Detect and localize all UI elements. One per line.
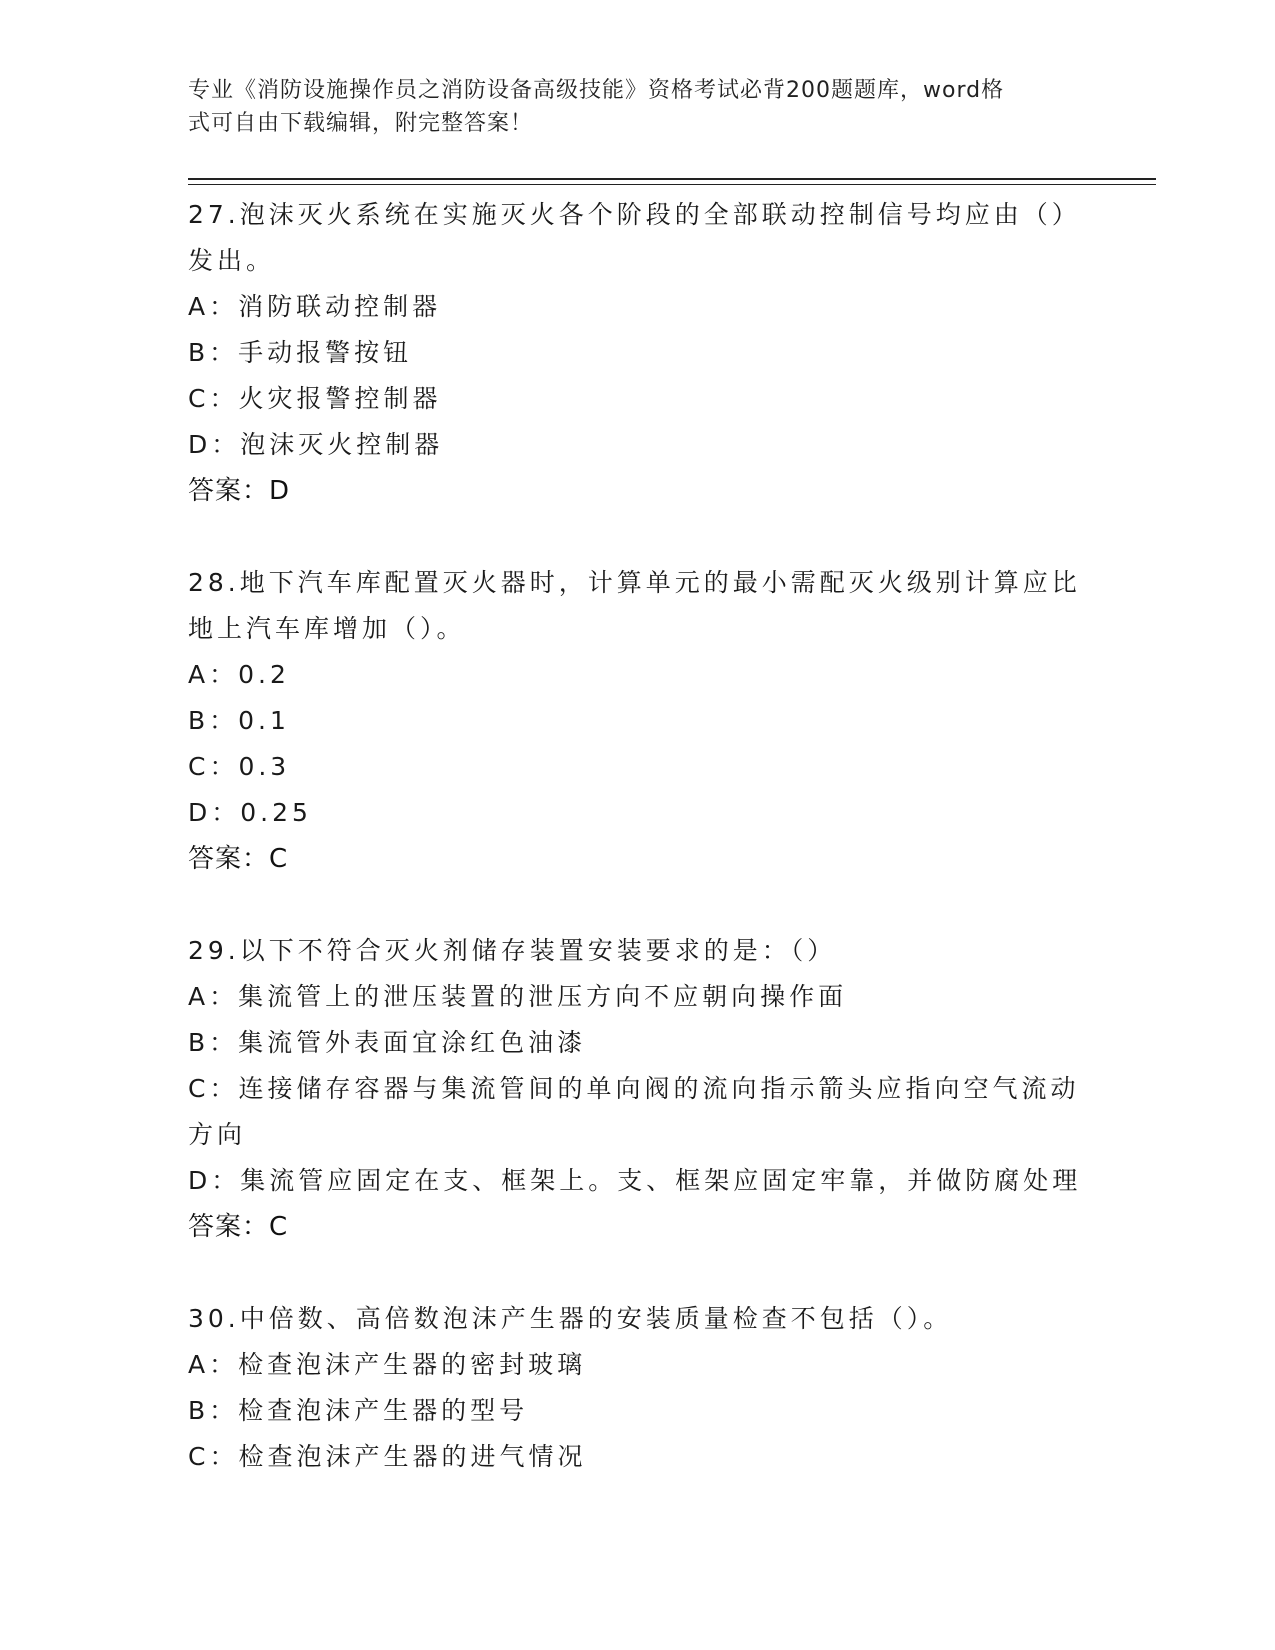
question-list	[188, 192, 1088, 1526]
option-b: B：手动报警按钮	[188, 338, 413, 367]
option-c-continued: 方向	[188, 1120, 247, 1149]
question-stem: 27.泡沫灭火系统在实施灭火各个阶段的全部联动控制信号均应由（）	[188, 200, 1081, 229]
option-c: C：连接储存容器与集流管间的单向阀的流向指示箭头应指向空气流动	[188, 1074, 1080, 1103]
option-d: D：集流管应固定在支、框架上。支、框架应固定牢靠，并做防腐处理	[188, 1166, 1082, 1195]
option-b: B：集流管外表面宜涂红色油漆	[188, 1028, 587, 1057]
option-a: A：检查泡沫产生器的密封玻璃	[188, 1350, 587, 1379]
question-stem: 30.中倍数、高倍数泡沫产生器的安装质量检查不包括（）。	[188, 1304, 953, 1333]
option-c: C：0.3	[188, 752, 291, 781]
question-stem: 发出。	[188, 246, 276, 275]
option-b: B：检查泡沫产生器的型号	[188, 1396, 529, 1425]
option-a: A：集流管上的泄压装置的泄压方向不应朝向操作面	[188, 982, 848, 1011]
option-a: A：消防联动控制器	[188, 292, 442, 321]
question-30	[188, 1296, 1088, 1480]
question-27	[188, 192, 1088, 514]
header-line-2: 式可自由下载编辑，附完整答案！	[188, 111, 534, 136]
question-29	[188, 928, 1088, 1250]
answer-label: 答案：C	[188, 1212, 289, 1242]
question-stem: 地上汽车库增加（）。	[188, 614, 466, 643]
document-header	[188, 74, 1088, 140]
option-c: C：火灾报警控制器	[188, 384, 442, 413]
option-c: C：检查泡沫产生器的进气情况	[188, 1442, 587, 1471]
question-stem: 28.地下汽车库配置灭火器时，计算单元的最小需配灭火级别计算应比	[188, 568, 1081, 597]
header-divider-thin	[188, 184, 1156, 185]
question-28	[188, 560, 1088, 882]
answer-label: 答案：C	[188, 844, 289, 874]
option-a: A：0.2	[188, 660, 290, 689]
answer-label: 答案：D	[188, 476, 291, 506]
question-stem: 29.以下不符合灭火剂储存装置安装要求的是：（）	[188, 936, 837, 965]
option-b: B：0.1	[188, 706, 290, 735]
option-d: D：0.25	[188, 798, 312, 827]
header-line-1: 专业《消防设施操作员之消防设备高级技能》资格考试必背200题题库，word格	[188, 78, 1005, 103]
option-d: D：泡沫灭火控制器	[188, 430, 444, 459]
header-divider-thick	[188, 178, 1156, 180]
